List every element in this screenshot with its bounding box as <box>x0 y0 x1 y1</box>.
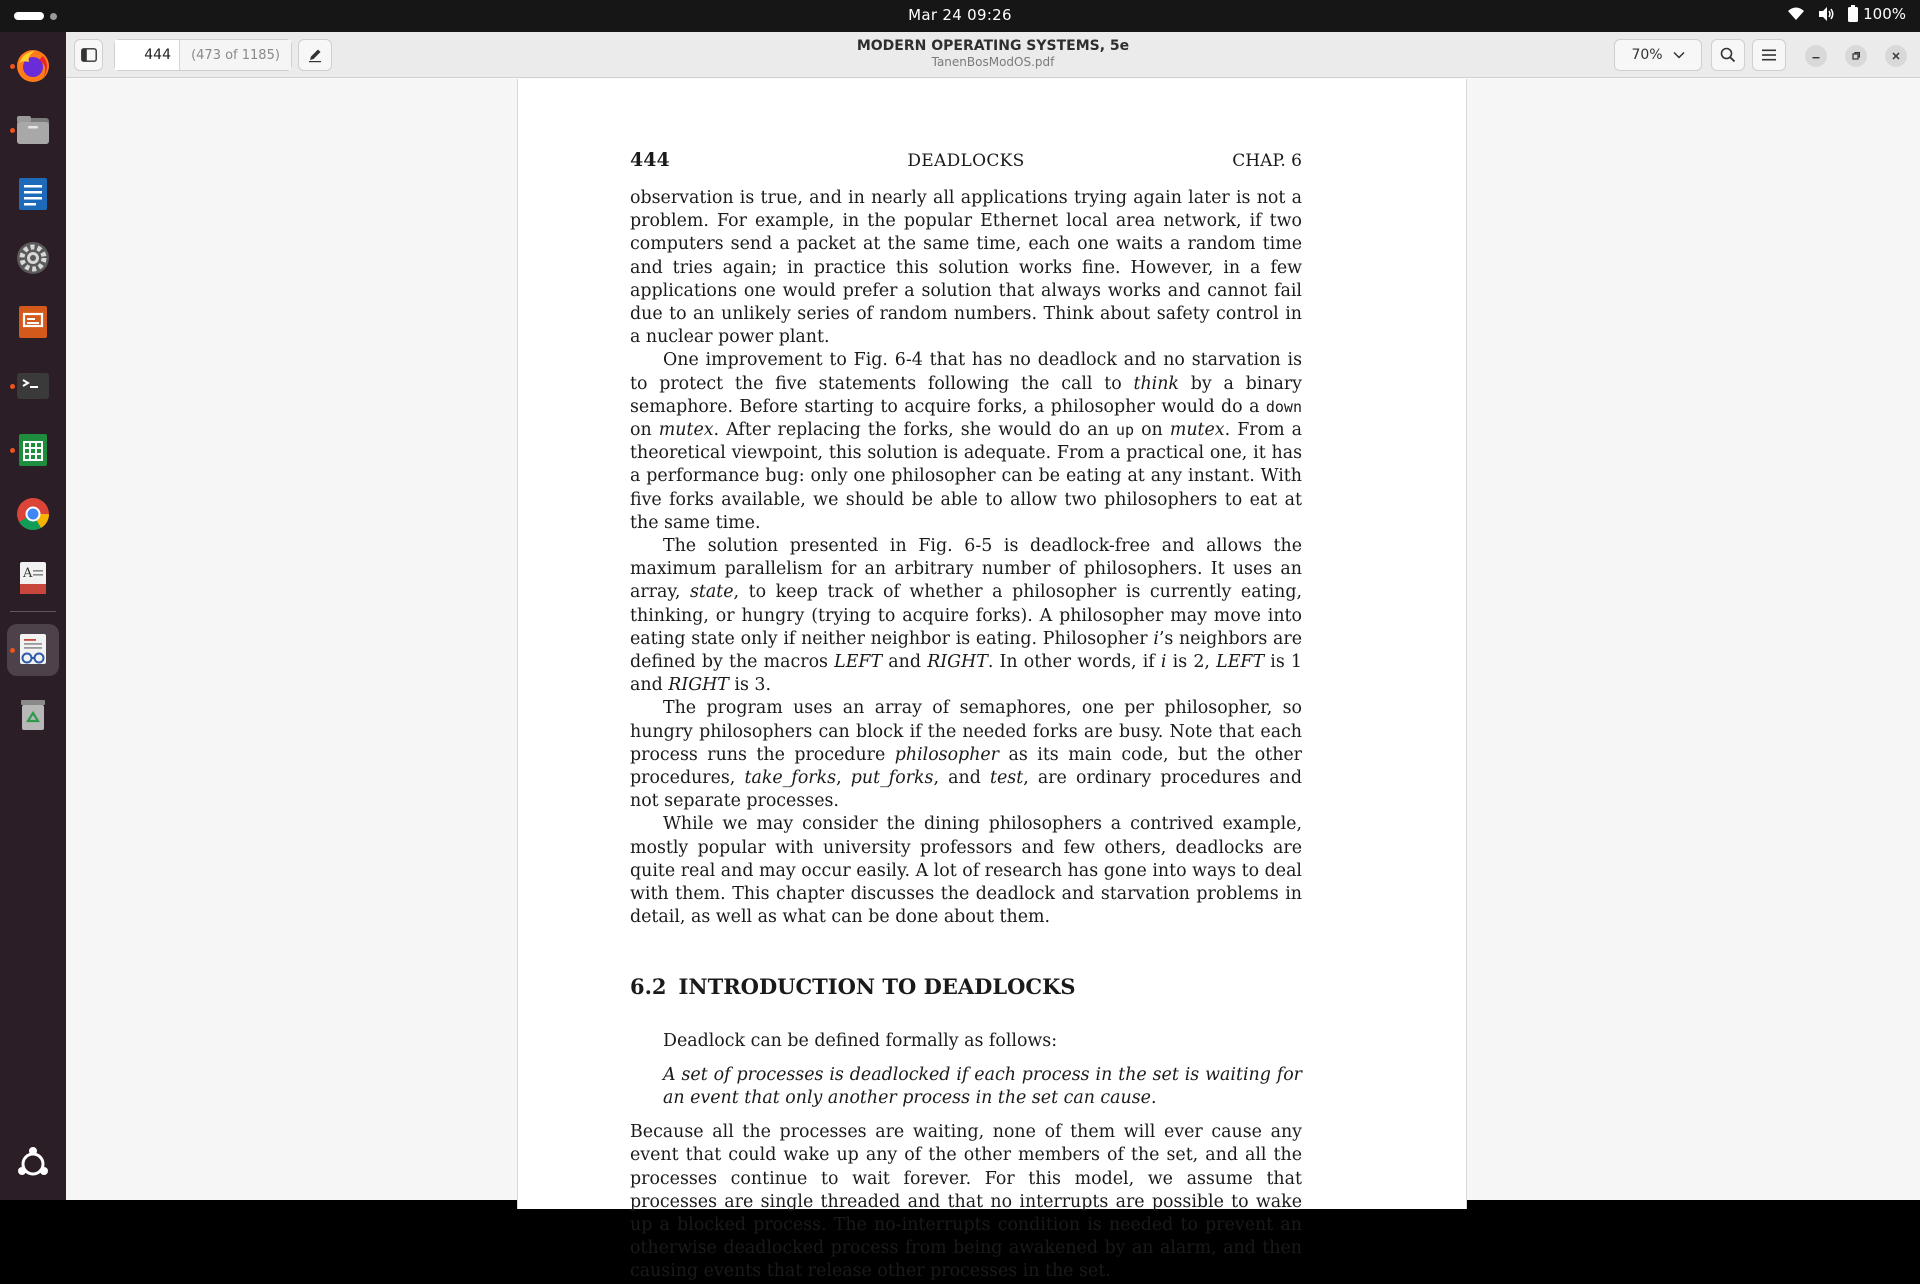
wifi-icon <box>1787 6 1805 22</box>
chapter-label: CHAP. 6 <box>1232 151 1302 171</box>
zoom-level: 70% <box>1631 47 1663 63</box>
firefox-icon <box>15 48 51 84</box>
text-run: The program uses an array of semaphores, one per philosopher, so hungry philosophers can block if the needed forks are busy. Note that each process runs the procedure <box>630 698 1302 765</box>
trash-icon <box>15 696 51 732</box>
sidebar-toggle-button[interactable] <box>74 39 103 71</box>
paragraph: observation is true, and in nearly all applications trying again later is not a problem. For example, in the popular Ethernet local area network, if two computers send a packet at the same time, each one waits a random time and tries again; in practice this solution works fine. However, in a few applications one would prefer a solution that always works and cannot fail due to an unlikely series of random numbers. Think about safety control in a nuclear power plant. <box>630 188 1302 348</box>
hamburger-menu-icon <box>1762 49 1776 61</box>
code-term: up <box>1115 421 1134 440</box>
dock-terminal[interactable] <box>7 360 59 412</box>
search-icon <box>1720 47 1736 63</box>
running-title: DEADLOCKS <box>907 151 1025 171</box>
text-run: One improvement to Fig. 6-4 that has no deadlock and no starvation is to protect the five statements following the call to <box>630 350 1302 394</box>
italic-term: mutex <box>658 420 714 441</box>
running-head <box>630 149 1302 179</box>
code-term: down <box>1265 397 1302 416</box>
page-count: (473 of 1185) <box>180 40 291 70</box>
section-number: 6.2 <box>630 973 667 999</box>
paragraph <box>630 349 1302 535</box>
paragraph: Because all the processes are waiting, none of them will ever cause any event that could wake up any of the other members of the set, and all the processes continue to wait forever. For this model, we assume that processes are single threaded and that no interrupts are possible to wake up a blocked process. The no-interrupts condition is needed to prevent an otherwise deadlocked process from being awakened by an alarm, and then causing events that release other processes in the set. <box>630 1122 1302 1282</box>
restore-icon <box>1851 51 1861 61</box>
dock-settings[interactable] <box>7 232 59 284</box>
italic-term: RIGHT <box>927 652 988 673</box>
settings-icon <box>15 240 51 276</box>
text-run: , to keep track of whether a philosopher is currently eating, thinking, or hungry (trying to acquire forks). A philosopher may move into eating state only if neither neighbor is eating. Philosopher <box>630 582 1302 649</box>
dock-firefox[interactable] <box>7 40 59 92</box>
page-number: 444 <box>630 149 670 171</box>
document-viewer-window <box>66 32 1920 1282</box>
text-run: . In other words, if <box>987 652 1161 673</box>
page-content <box>630 149 1302 1284</box>
dock-files[interactable] <box>7 104 59 156</box>
writer-icon <box>15 176 51 212</box>
battery-percent: 100% <box>1863 5 1906 23</box>
text-run: The solution presented in Fig. 6-5 is deadlock-free and allows the maximum parallelism for an arbitrary number of philosophers. It uses an array, <box>630 536 1302 603</box>
dock-separator <box>10 611 56 612</box>
close-button[interactable] <box>1885 45 1907 67</box>
calc-icon <box>15 432 51 468</box>
text-run: , <box>836 768 851 789</box>
svg-text:A: A <box>23 566 33 581</box>
text-run: is 1 and <box>630 652 1302 696</box>
text-run: . From a theoretical viewpoint, this solution is adequate. From a practical one, it has a performance bug: only one philosopher can be eating at any instant. With five forks available, we should be able to allow two philosophers to eat at the same time. <box>630 420 1303 533</box>
text-run: is 2, <box>1166 652 1217 673</box>
dock-text-editor[interactable] <box>7 552 59 604</box>
text-run: on <box>630 420 659 441</box>
paragraph <box>630 535 1302 697</box>
definition-intro: Deadlock can be defined formally as follows: <box>663 1030 1058 1051</box>
dock-trash[interactable] <box>7 688 59 740</box>
italic-term: RIGHT <box>668 675 729 696</box>
battery-indicator <box>1847 5 1906 23</box>
system-tray[interactable] <box>1787 5 1906 23</box>
minimize-icon <box>1811 51 1821 61</box>
minimize-button[interactable] <box>1805 45 1827 67</box>
search-button[interactable] <box>1711 39 1745 71</box>
show-apps-icon <box>15 1146 51 1182</box>
pen-icon <box>307 47 323 63</box>
text-run: . After replacing the forks, she would do an <box>713 420 1116 441</box>
text-run: and <box>882 652 928 673</box>
italic-term: think <box>1133 373 1179 394</box>
dock-document-viewer[interactable] <box>7 624 59 676</box>
text-run: , are ordinary procedures and not separate processes. <box>630 768 1302 812</box>
terminal-icon <box>15 368 51 404</box>
dock <box>0 32 66 1200</box>
document-title: MODERN OPERATING SYSTEMS, 5e <box>856 38 1130 54</box>
text-run: on <box>1133 420 1170 441</box>
text-run: ’s neighbors are defined by the macros <box>630 628 1302 673</box>
italic-term: take_forks <box>744 768 837 789</box>
document-filename: TanenBosModOS.pdf <box>931 55 1055 69</box>
italic-term: test <box>990 768 1024 789</box>
battery-icon <box>1847 5 1859 23</box>
section-heading <box>630 974 1302 1000</box>
text-run: is 3. <box>728 675 771 696</box>
text-run: as its main code, but the other procedures, <box>630 744 1302 789</box>
dock-impress[interactable] <box>7 296 59 348</box>
italic-term: LEFT <box>1216 652 1265 673</box>
sidebar-icon <box>81 48 97 62</box>
definition-text: A set of processes is deadlocked if each process in the set is waiting for an event that only another process in the set can cause. <box>663 1064 1302 1108</box>
menu-button[interactable] <box>1752 39 1786 71</box>
text-run: , and <box>933 768 990 789</box>
italic-term: state <box>689 582 734 603</box>
text-editor-icon <box>15 560 51 596</box>
section-title: INTRODUCTION TO DEADLOCKS <box>678 973 1076 999</box>
top-bar <box>0 0 1920 32</box>
dock-writer[interactable] <box>7 168 59 220</box>
zoom-dropdown[interactable] <box>1614 39 1702 71</box>
show-apps-button[interactable] <box>7 1138 59 1190</box>
chrome-icon <box>15 496 51 532</box>
paragraph <box>630 697 1302 813</box>
italic-term: i <box>1153 628 1159 649</box>
files-icon <box>15 112 51 148</box>
chevron-down-icon <box>1673 51 1685 59</box>
maximize-button[interactable] <box>1845 45 1867 67</box>
italic-term: philosopher <box>894 744 999 765</box>
header-bar <box>66 32 1920 78</box>
paragraph: While we may consider the dining philosophers a contrived example, mostly popular with university professors and few others, deadlocks are quite real and may occur easily. A lot of research has gone into ways to deal with them. This chapter discusses the deadlock and starvation problems in detail, as well as what can be done about them. <box>630 814 1302 928</box>
italic-term: mutex <box>1169 420 1225 441</box>
volume-icon <box>1817 6 1835 22</box>
pdf-page <box>517 79 1467 1282</box>
page-navigator <box>114 39 292 71</box>
page-number-input[interactable] <box>115 40 180 70</box>
italic-term: LEFT <box>834 652 883 673</box>
italic-term: put_forks <box>850 768 934 789</box>
document-viewer-icon <box>15 632 51 668</box>
annotate-button[interactable] <box>298 39 332 71</box>
text-run: by a binary semaphore. Before starting to acquire forks, a philosopher would do a <box>630 373 1302 417</box>
clock[interactable]: Mar 24 09:26 <box>908 6 1012 24</box>
close-icon <box>1891 51 1901 61</box>
italic-term: i <box>1160 652 1167 673</box>
dock-chrome[interactable] <box>7 488 59 540</box>
impress-icon <box>15 304 51 340</box>
dock-calc[interactable] <box>7 424 59 476</box>
document-scroll-area[interactable] <box>66 79 1920 1282</box>
